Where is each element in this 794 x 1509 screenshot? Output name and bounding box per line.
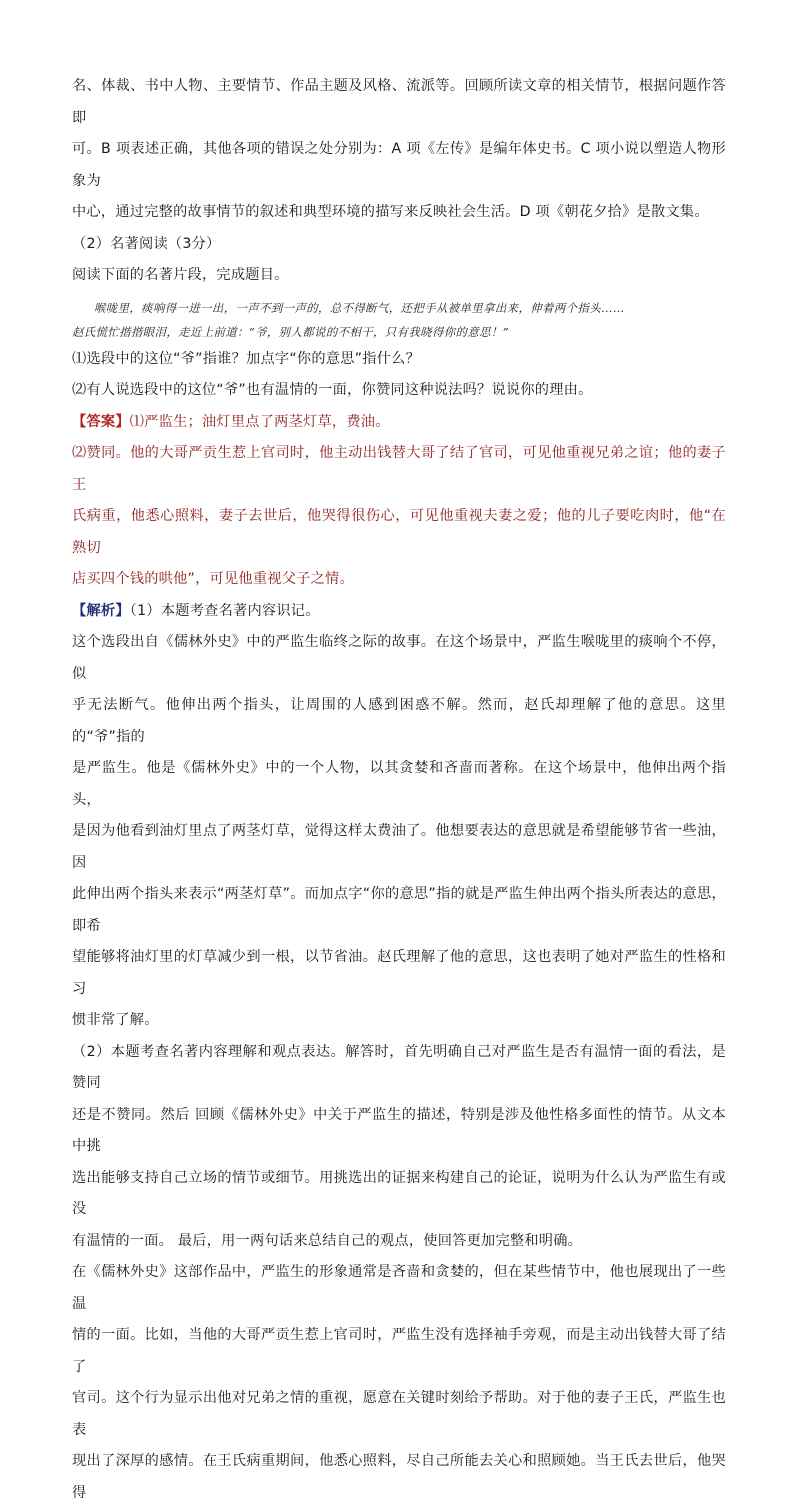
answer-line: ⑵赞同。他的大哥严贡生惹上官司时，他主动出钱替大哥了结了官司，可见他重视兄弟之谊；他的妻子王 xyxy=(72,445,726,493)
analysis-line: 此伸出两个指头来表示“两茎灯草”。而加点字“你的意思”指的就是严监生伸出两个指头所表达的意思，即希 xyxy=(72,886,726,934)
question-1: ⑴选段中的这位“爷”指谁？加点字“你的意思”指什么？ xyxy=(72,350,421,367)
analysis-line: 是因为他看到油灯里点了两茎灯草，觉得这样太费油了。他想要表达的意思就是希望能够节省一些油，因 xyxy=(72,823,726,871)
analysis-line: 还是不赞同。然后 回顾《儒林外史》中关于严监生的描述，特别是涉及他性格多面性的情节。从文本中挑 xyxy=(72,1106,726,1154)
answer-line: 氏病重，他悉心照料，妻子去世后，他哭得很伤心，可见他重视夫妻之爱；他的儿子要吃肉时，他“在熟切 xyxy=(72,508,726,556)
text-line: 中心，通过完整的故事情节的叙述和典型环境的描写来反映社会生活。D 项《朝花夕拾》是散文集。 xyxy=(72,204,709,220)
analysis-tag: 【解析】 xyxy=(72,602,130,619)
analysis-heading xyxy=(72,596,726,628)
instruction-line: 阅读下面的名著片段，完成题目。 xyxy=(72,267,289,283)
question-2: ⑵有人说选段中的这位“爷”也有温情的一面，你赞同这种说法吗？说说你的理由。 xyxy=(72,382,593,398)
analysis-head-text: （1）本题考查名著内容识记。 xyxy=(129,602,320,619)
analysis-line: （2）本题考查名著内容理解和观点表达。解答时，首先明确自己对严监生是否有温情一面的看法，是赞同 xyxy=(72,1043,726,1091)
analysis-line: 情的一面。比如，当他的大哥严贡生惹上官司时，严监生没有选择袖手旁观，而是主动出钱替大哥了结了 xyxy=(72,1327,726,1375)
answer-line: 店买四个钱的哄他”，可见他重视父子之情。 xyxy=(72,571,354,587)
text-line: 名、体裁、书中人物、主要情节、作品主题及风格、流派等。回顾所读文章的相关情节，根据问题作答即 xyxy=(72,78,726,126)
document-page xyxy=(72,71,726,1509)
analysis-line: 选出能够支持自己立场的情节或细节。用挑选出的证据来构建自己的论证，说明为什么认为严监生有或没 xyxy=(72,1169,726,1217)
analysis-line: 现出了深厚的感情。在王氏病重期间，他悉心照料，尽自己所能去关心和照顾她。当王氏去世后，他哭得 xyxy=(72,1453,726,1501)
excerpt-line: 赵氏慌忙揩揩眼泪，走近上前道：“爷，别人都说的不相干，只有我晓得你的意思！” xyxy=(72,324,509,339)
answer-text: ⑴严监生；油灯里点了两茎灯草，费油。 xyxy=(129,413,390,430)
answer-tag: 【答案】 xyxy=(72,413,130,430)
text-line: 可。B 项表述正确，其他各项的错误之处分别为：A 项《左传》是编年体史书。C 项小说以塑造人物形象为 xyxy=(72,141,726,189)
section-heading: （2）名著阅读（3分） xyxy=(72,235,221,252)
analysis-line: 官司。这个行为显示出他对兄弟之情的重视，愿意在关键时刻给予帮助。对于他的妻子王氏，严监生也表 xyxy=(72,1390,726,1438)
novel-excerpt xyxy=(72,296,726,344)
analysis-line: 这个选段出自《儒林外史》中的严监生临终之际的故事。在这个场景中，严监生喉咙里的痰响个不停，似 xyxy=(72,634,726,682)
analysis-line: 望能够将油灯里的灯草减少到一根，以节省油。赵氏理解了他的意思，这也表明了她对严监生的性格和习 xyxy=(72,949,726,997)
analysis-line: 乎无法断气。他伸出两个指头，让周围的人感到困惑不解。然而，赵氏却理解了他的意思。这里的“爷”指的 xyxy=(72,697,726,745)
analysis-line: 惯非常了解。 xyxy=(72,1012,159,1028)
analysis-line: 是严监生。他是《儒林外史》中的一个人物，以其贪婪和吝啬而著称。在这个场景中，他伸出两个指头， xyxy=(72,760,726,808)
answer-part-1 xyxy=(72,407,726,439)
analysis-line: 有温情的一面。 最后，用一两句话来总结自己的观点，使回答更加完整和明确。 xyxy=(72,1232,583,1249)
excerpt-line: 喉咙里，痰响得一进一出，一声不到一声的，总不得断气，还把手从被单里拿出来，伸着两个指头…… xyxy=(94,300,625,315)
analysis-line: 在《儒林外史》这部作品中，严监生的形象通常是吝啬和贪婪的，但在某些情节中，他也展现出了一些温 xyxy=(72,1264,726,1312)
